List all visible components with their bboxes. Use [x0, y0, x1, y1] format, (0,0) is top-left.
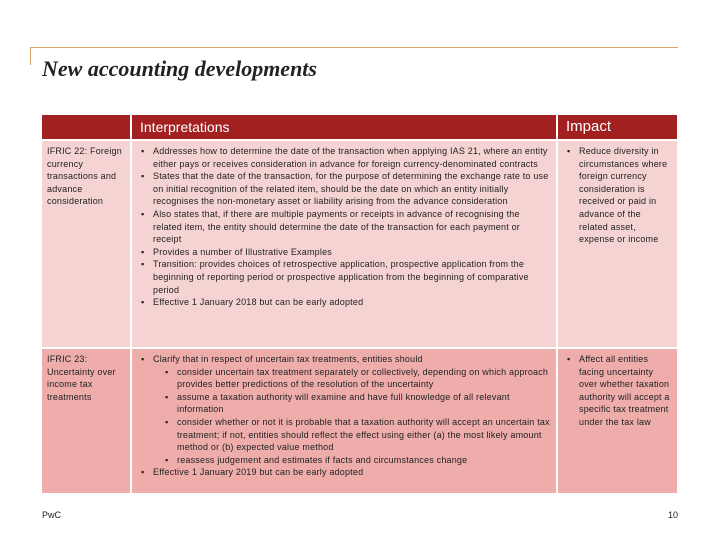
row2-impact-item: ▪ Affect all entities facing uncertainty over whether taxation authority will accept a specific tax treatment under the tax law [567, 353, 671, 429]
row1-impact [558, 141, 677, 347]
row2-sub-item: ▪ assume a taxation authority will examine and have full knowledge of all relevant information [165, 391, 550, 416]
row2-impact [558, 349, 677, 493]
row2-interpretation-list [141, 353, 550, 479]
row2-sub-item: ▪ consider whether or not it is probable that a taxation authority will accept an uncertain tax treatment; if not, entities should reflect the effect using either (a) the most likely amount method or (b) expected value method [165, 416, 550, 454]
row1-label: IFRIC 22: Foreign currency transactions and advance consideration [42, 141, 130, 347]
row2-interpretations [132, 349, 556, 493]
row2-intro-item [141, 353, 550, 466]
footer-brand: PwC [42, 510, 62, 520]
row1-interpretation-item: ▪ Provides a number of Illustrative Examples [141, 246, 550, 259]
header-cell-impact: Impact [558, 115, 677, 139]
row1-impact-item: ▪ Reduce diversity in circumstances where foreign currency consideration is received or paid in advance of the related asset, expense or income [567, 145, 671, 246]
title-rule-vertical [30, 47, 31, 65]
row2-sub-item: ▪ consider uncertain tax treatment separately or collectively, depending on which approach provides better predictions of the resolution of the uncertainty [165, 366, 550, 391]
row1-interpretation-item: ▪ States that the date of the transaction, for the purpose of determining the exchange rate to use on initial recognition of the related item, should be the date on which an entity initially recognises the non-monetary asset or liability arising from the advance consideration [141, 170, 550, 208]
row1-interpretation-item: ▪ Transition: provides choices of retrospective application, prospective application from the beginning of reporting period or prospective application from the beginning of comparative period [141, 258, 550, 296]
header-cell-interpretations: Interpretations [132, 115, 556, 139]
page-title: New accounting developments [42, 56, 317, 81]
row1-interpretation-item: ▪ Addresses how to determine the date of the transaction when applying IAS 21, where an entity either pays or receives consideration in advance for foreign currency-denominated contracts [141, 145, 550, 170]
header-cell-label [42, 115, 130, 139]
row1-interpretation-list [141, 145, 550, 309]
row1-interpretation-item: ▪ Also states that, if there are multiple payments or receipts in advance of recognising the related item, the entity should determine the date of the transaction for each payment or receipt [141, 208, 550, 246]
page-number: 10 [667, 510, 678, 520]
row2-sub-item: ▪ reassess judgement and estimates if facts and circumstances change [165, 454, 550, 467]
title-rule-horizontal [30, 47, 678, 48]
row1-interpretations [132, 141, 556, 347]
row2-effective-item: ▪ Effective 1 January 2019 but can be early adopted [141, 466, 550, 479]
row2-label: IFRIC 23: Uncertainty over income tax treatments [42, 349, 130, 493]
row2-intro-text: Clarify that in respect of uncertain tax treatments, entities should [153, 354, 423, 364]
row1-interpretation-item: ▪ Effective 1 January 2018 but can be early adopted [141, 296, 550, 309]
row2-sub-list [165, 366, 550, 467]
